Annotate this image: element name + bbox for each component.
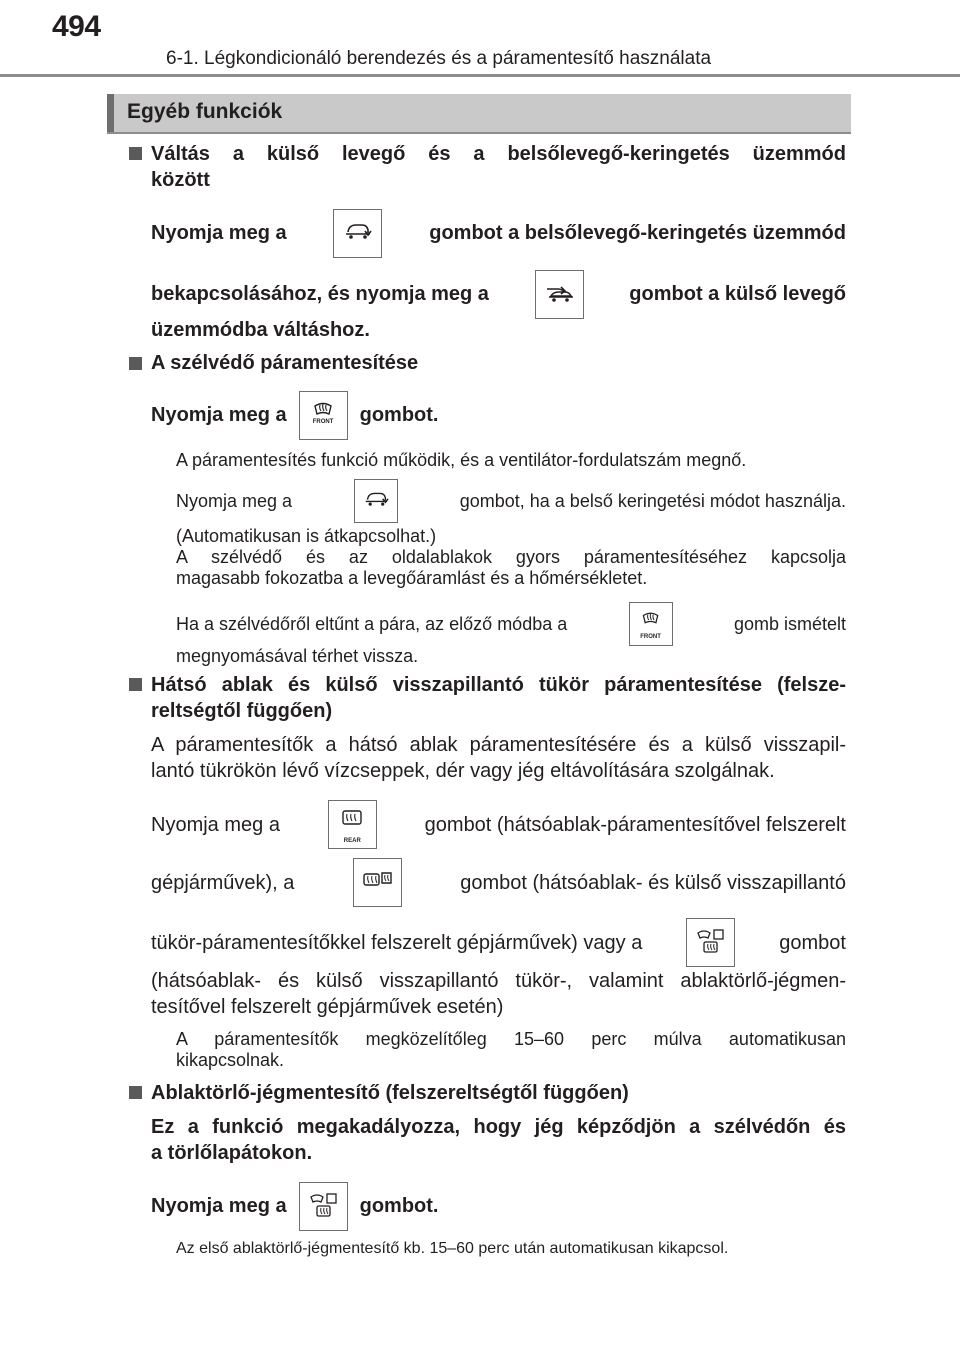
bullet-square-icon bbox=[129, 147, 142, 160]
s3-heading-line2: reltségtől függően) bbox=[151, 700, 333, 722]
s1-heading-line1: Váltás a külső levegő és a belsőlevegő-keringetés üzemmód bbox=[151, 143, 846, 165]
s1-instruction-line3: üzemmódba váltáshoz. bbox=[151, 319, 370, 341]
banner-accent bbox=[107, 94, 114, 132]
page-number: 494 bbox=[52, 10, 101, 43]
front-defroster-button-small[interactable] bbox=[629, 602, 673, 646]
section-banner bbox=[107, 94, 851, 134]
s3-line2-text-a: gépjárművek), a bbox=[151, 871, 295, 894]
s3-para-line2: lantó tükrökön lévő vízcseppek, dér vagy jég eltávolítására szolgálnak. bbox=[151, 760, 775, 782]
s3-line1-text-b: gombot (hátsóablak-páramentesítővel felszerelt bbox=[424, 813, 846, 836]
outside-air-button[interactable] bbox=[535, 270, 584, 319]
recirculation-icon bbox=[355, 480, 397, 522]
s2-note4-line1: A szélvédő és az oldalablakok gyors páramentesítéséhez kapcsolja bbox=[176, 547, 846, 567]
s3-line3-text-a: tükör-páramentesítőkkel felszerelt gépjárművek) vagy a bbox=[151, 931, 643, 954]
s3-instruction-line5: tesítővel felszerelt gépjárművek esetén) bbox=[151, 996, 504, 1018]
section-title: Egyéb funkciók bbox=[127, 100, 283, 123]
front-label: FRONT bbox=[640, 634, 661, 640]
bullet-square-icon bbox=[129, 678, 142, 691]
s4-line1-text-a: Nyomja meg a bbox=[151, 1195, 287, 1217]
recirculation-button-small[interactable] bbox=[354, 479, 398, 523]
s2-line1-text-b: gombot. bbox=[359, 404, 439, 426]
rear-mirror-defroster-button[interactable] bbox=[353, 858, 402, 907]
s3-line2-text-b: gombot (hátsóablak- és külső visszapillantó bbox=[460, 871, 846, 894]
s3-note-line1: A páramentesítők megközelítőleg 15–60 perc múlva automatikusan bbox=[176, 1029, 846, 1049]
s4-para-line2: a törlőlapátokon. bbox=[151, 1142, 313, 1164]
recirculation-icon bbox=[334, 210, 381, 257]
s3-instruction-line2 bbox=[151, 858, 846, 907]
bullet-square-icon bbox=[129, 1086, 142, 1099]
header-rule bbox=[0, 74, 960, 77]
s2-note5-line2: megnyomásával térhet vissza. bbox=[176, 646, 419, 666]
s2-note1: A páramentesítés funkció működik, és a ventilátor-fordulatszám megnő. bbox=[176, 450, 747, 470]
s2-note5 bbox=[176, 602, 846, 646]
s4-instruction bbox=[151, 1182, 438, 1231]
s2-note3: (Automatikusan is átkapcsolhat.) bbox=[176, 526, 437, 546]
s2-note2-text-b: gombot, ha a belső keringetési módot használja. bbox=[459, 490, 846, 511]
s4-line1-text-b: gombot. bbox=[359, 1195, 439, 1217]
s3-instruction-line3 bbox=[151, 918, 846, 967]
rear-mirror-defroster-icon bbox=[354, 859, 401, 906]
wiper-deicer-icon bbox=[300, 1183, 347, 1230]
s2-note2-text-a: Nyomja meg a bbox=[176, 490, 293, 511]
s1-instruction-line1 bbox=[151, 209, 846, 258]
s1-line2-text-b: gombot a külső levegő bbox=[629, 283, 846, 305]
s2-line1-text-a: Nyomja meg a bbox=[151, 404, 287, 426]
s1-instruction-line2 bbox=[151, 270, 846, 319]
s1-heading-line2: között bbox=[151, 169, 210, 191]
s2-instruction bbox=[151, 391, 438, 440]
s1-line1-text-b: gombot a belsőlevegő-keringetés üzemmód bbox=[429, 222, 846, 244]
s1-line1-text-a: Nyomja meg a bbox=[151, 222, 287, 244]
s1-line2-text-a: bekapcsolásához, és nyomja meg a bbox=[151, 283, 489, 305]
wiper-deicer-button[interactable] bbox=[686, 918, 735, 967]
s2-note2 bbox=[176, 479, 846, 523]
s3-para-line1: A páramentesítők a hátsó ablak páramentesítésére és a külső visszapil- bbox=[151, 734, 846, 756]
s3-line1-text-a: Nyomja meg a bbox=[151, 813, 280, 836]
s2-note4-line2: magasabb fokozatba a levegőáramlást és a hőmérsékletet. bbox=[176, 568, 648, 588]
s3-heading-line1: Hátsó ablak és külső visszapillantó tükör páramentesítése (felsze- bbox=[151, 674, 846, 696]
s3-note-line2: kikapcsolnak. bbox=[176, 1050, 285, 1070]
s3-line3-text-b: gombot bbox=[779, 931, 846, 954]
front-label: FRONT bbox=[312, 419, 334, 425]
running-head: 6-1. Légkondicionáló berendezés és a páramentesítő használata bbox=[166, 48, 712, 69]
s2-heading: A szélvédő páramentesítése bbox=[151, 352, 419, 374]
s3-instruction-line1 bbox=[151, 800, 846, 849]
s3-instruction-line4: (hátsóablak- és külső visszapillantó tükör-, valamint ablaktörlő-jégmen- bbox=[151, 970, 846, 992]
wiper-deicer-icon bbox=[687, 919, 734, 966]
bullet-square-icon bbox=[129, 357, 142, 370]
s4-note: Az első ablaktörlő-jégmentesítő kb. 15–60 perc után automatikusan kikapcsol. bbox=[176, 1240, 729, 1257]
s4-para-line1: Ez a funkció megakadályozza, hogy jég képződjön a szélvédőn és bbox=[151, 1116, 846, 1138]
s2-note5-text-a: Ha a szélvédőről eltűnt a pára, az előző módba a bbox=[176, 613, 568, 634]
recirculation-button[interactable] bbox=[333, 209, 382, 258]
rear-defroster-button[interactable] bbox=[328, 800, 377, 849]
s2-note5-text-b: gomb ismételt bbox=[733, 613, 846, 634]
front-defroster-icon bbox=[300, 392, 347, 439]
front-defroster-button[interactable] bbox=[299, 391, 348, 440]
rear-label: REAR bbox=[343, 838, 361, 844]
outside-air-icon bbox=[536, 271, 583, 318]
wiper-deicer-button-2[interactable] bbox=[299, 1182, 348, 1231]
s4-heading: Ablaktörlő-jégmentesítő (felszereltségtől függően) bbox=[151, 1082, 629, 1104]
